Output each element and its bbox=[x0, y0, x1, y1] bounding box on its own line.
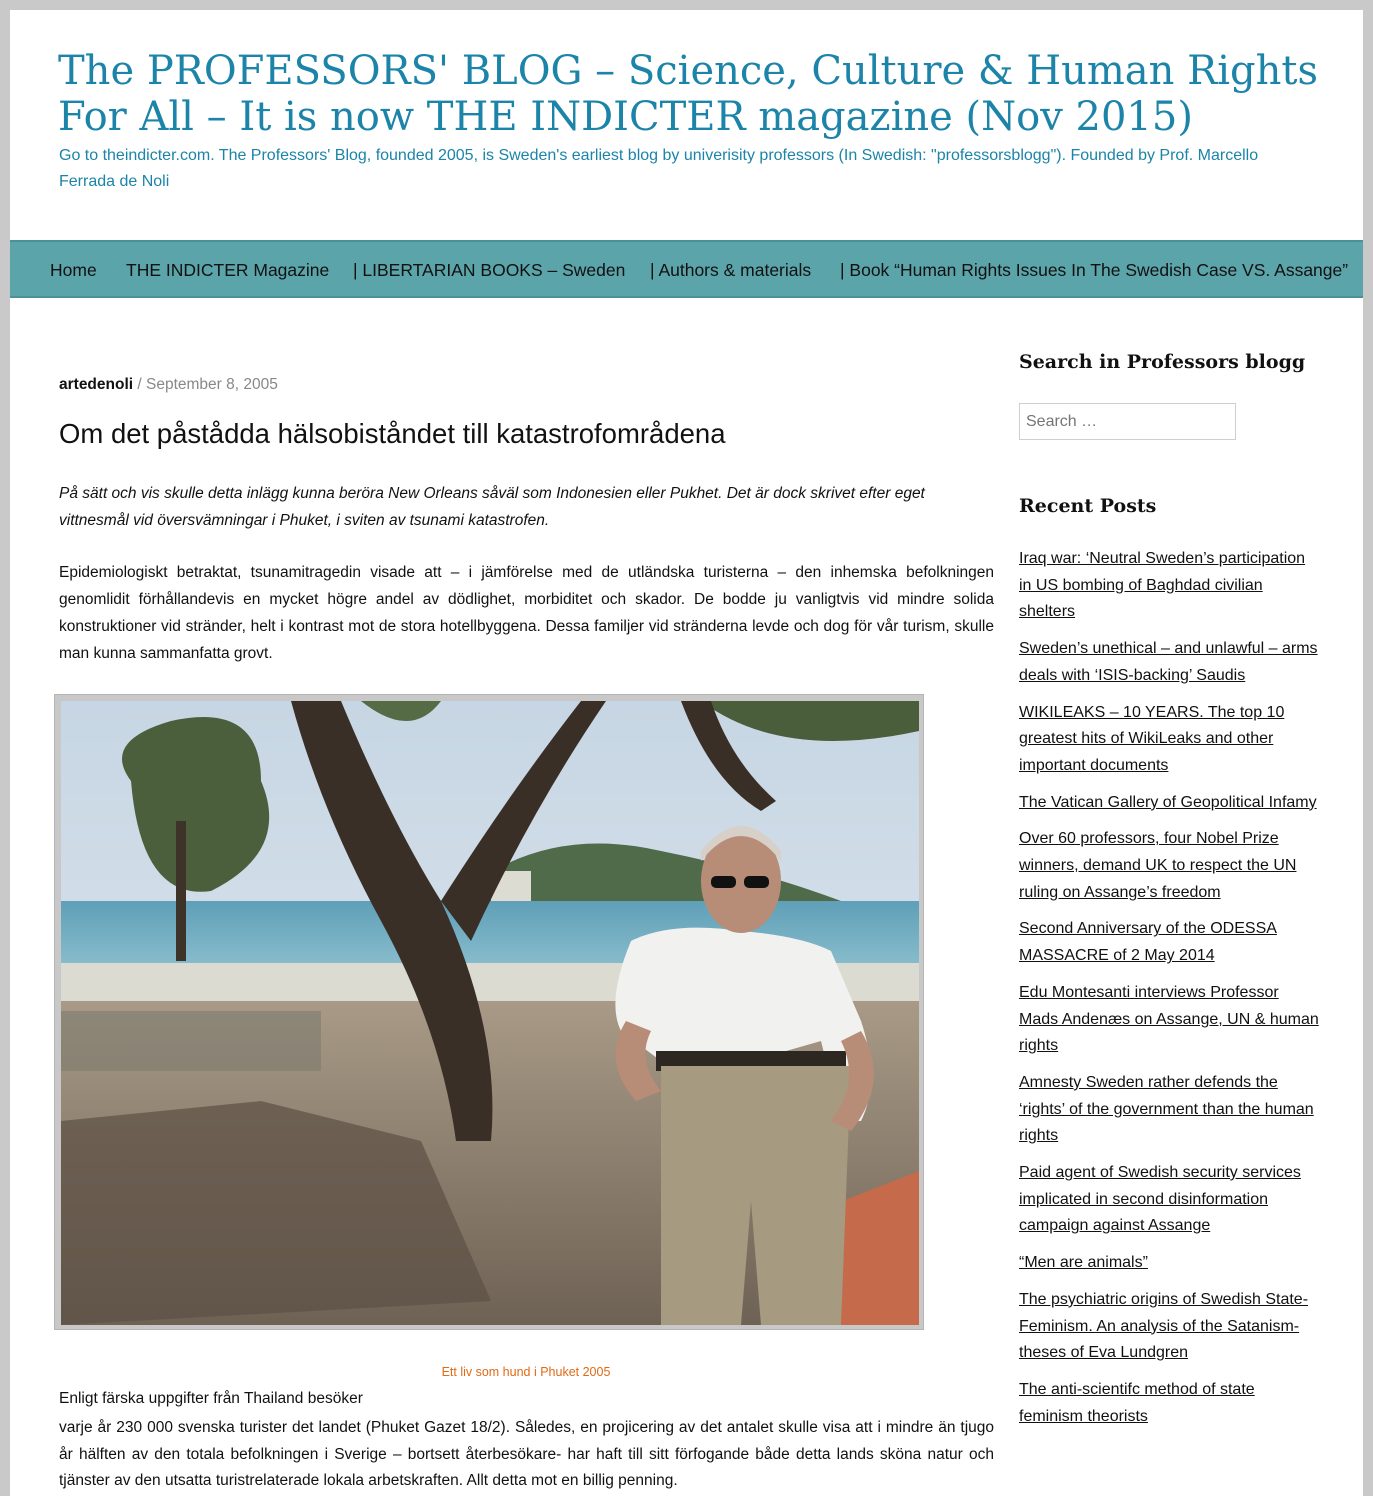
list-item bbox=[1019, 826, 1319, 906]
nav-indicter-magazine[interactable]: THE INDICTER Magazine bbox=[126, 260, 330, 280]
list-item bbox=[1019, 1160, 1319, 1240]
post-paragraph-lead: Enligt färska uppgifter från Thailand besöker bbox=[59, 1390, 363, 1407]
post-paragraph: varje år 230 000 svenska turister det landet (Phuket Gazet 18/2). Således, en projicering av det antalet skulle visa att i mindre än tjugo år hälften av den totala befolkningen i Sverige – bortsett återbesökare- har haft till sitt förfogande både detta lands sköna natur och tjänster av den utsatta turistrelaterade lokala arbetskraften. Allt detta mot en billig penning. bbox=[59, 1419, 994, 1489]
list-item bbox=[1019, 1287, 1319, 1367]
list-item bbox=[1019, 1250, 1319, 1277]
post-date[interactable]: September 8, 2005 bbox=[146, 376, 278, 393]
main-nav bbox=[10, 240, 1363, 298]
list-item bbox=[1019, 790, 1319, 817]
post-paragraph: Epidemiologiskt betraktat, tsunamitragedin visade att – i jämförelse med de utländska turisterna – den inhemska befolkningen genomlidit förhållandevis en mycket högre andel av dödlighet, morbiditet och skador. De bodde ju vanligtvis vid mindre solida konstruktioner vid stränder, helt i kontrast mot de stora hotellbyggena. Dessa familjer vid stränderna levde och dog för vår turism, skulle man kunna sammanfatta grovt. bbox=[59, 564, 994, 662]
site-description: Go to theindicter.com. The Professors' Blog, founded 2005, is Sweden's earliest blog by univerisity professors (In Swedish: "professorsblogg"). Founded by Prof. Marcello Ferrada de Noli bbox=[59, 147, 1259, 190]
page bbox=[10, 10, 1363, 1496]
recent-post-link[interactable]: Over 60 professors, four Nobel Prize winners, demand UK to respect the UN ruling on Assange’s freedom bbox=[1019, 830, 1297, 901]
recent-post-link[interactable]: Edu Montesanti interviews Professor Mads Andenæs on Assange, UN & human rights bbox=[1019, 983, 1319, 1055]
recent-post-link[interactable]: WIKILEAKS – 10 YEARS. The top 10 greatest hits of WikiLeaks and other important documents bbox=[1019, 703, 1285, 774]
photo-caption: Ett liv som hund i Phuket 2005 bbox=[441, 1365, 611, 1379]
recent-post-link[interactable]: The anti-scientifc method of state feminism theorists bbox=[1019, 1380, 1255, 1425]
recent-post-link[interactable]: Second Anniversary of the ODESSA MASSACRE of 2 May 2014 bbox=[1019, 920, 1277, 965]
recent-post-link[interactable]: “Men are animals” bbox=[1019, 1254, 1148, 1272]
list-item bbox=[1019, 700, 1319, 780]
recent-post-link[interactable]: Sweden’s unethical – and unlawful – arms deals with ‘ISIS-backing’ Saudis bbox=[1019, 640, 1318, 684]
nav-book-assange[interactable]: | Book “Human Rights Issues In The Swedish Case VS. Assange” bbox=[840, 260, 1349, 280]
recent-post-link[interactable]: Iraq war: ‘Neutral Sweden’s participation in US bombing of Baghdad civilian shelters bbox=[1019, 550, 1306, 621]
post-intro: På sätt och vis skulle detta inlägg kunna beröra New Orleans såväl som Indonesien eller Pukhet. Det är dock skrivet efter eget vittnesmål vid översvämningar i Phuket, i sviten av tsunami katastrofen. bbox=[59, 485, 925, 529]
list-item bbox=[1019, 980, 1319, 1060]
search-heading: Search in Professors blogg bbox=[1019, 351, 1306, 373]
post-meta bbox=[59, 376, 278, 394]
beach-photo-illustration bbox=[61, 701, 919, 1325]
post-author[interactable]: artedenoli bbox=[59, 376, 134, 393]
recent-post-link[interactable]: Paid agent of Swedish security services implicated in second disinformation campaign against Assange bbox=[1019, 1164, 1301, 1235]
recent-posts-list bbox=[1019, 546, 1319, 1440]
list-item bbox=[1019, 916, 1319, 969]
list-item bbox=[1019, 1377, 1319, 1430]
list-item bbox=[1019, 636, 1319, 689]
list-item bbox=[1019, 1070, 1319, 1150]
post-photo bbox=[54, 694, 924, 1330]
list-item bbox=[1019, 546, 1319, 626]
recent-post-link[interactable]: Amnesty Sweden rather defends the ‘rights’ of the government than the human rights bbox=[1019, 1073, 1314, 1145]
meta-separator: / bbox=[133, 376, 146, 393]
recent-post-link[interactable]: The Vatican Gallery of Geopolitical Infamy bbox=[1019, 793, 1317, 811]
nav-home[interactable]: Home bbox=[50, 260, 97, 280]
recent-posts-heading: Recent Posts bbox=[1019, 495, 1157, 517]
nav-authors-materials[interactable]: | Authors & materials bbox=[650, 260, 812, 280]
post-title[interactable]: Om det påstådda hälsobiståndet till katastrofområdena bbox=[59, 418, 726, 449]
nav-libertarian-books[interactable]: | LIBERTARIAN BOOKS – Sweden bbox=[353, 260, 626, 280]
site-title[interactable]: The PROFESSORS' BLOG – Science, Culture & Human Rights For All – It is now THE INDICTER magazine (Nov 2015) bbox=[58, 48, 1318, 140]
search-input[interactable] bbox=[1019, 403, 1236, 440]
recent-post-link[interactable]: The psychiatric origins of Swedish State- Feminism. An analysis of the Satanism-theses of Eva Lundgren bbox=[1019, 1290, 1309, 1362]
